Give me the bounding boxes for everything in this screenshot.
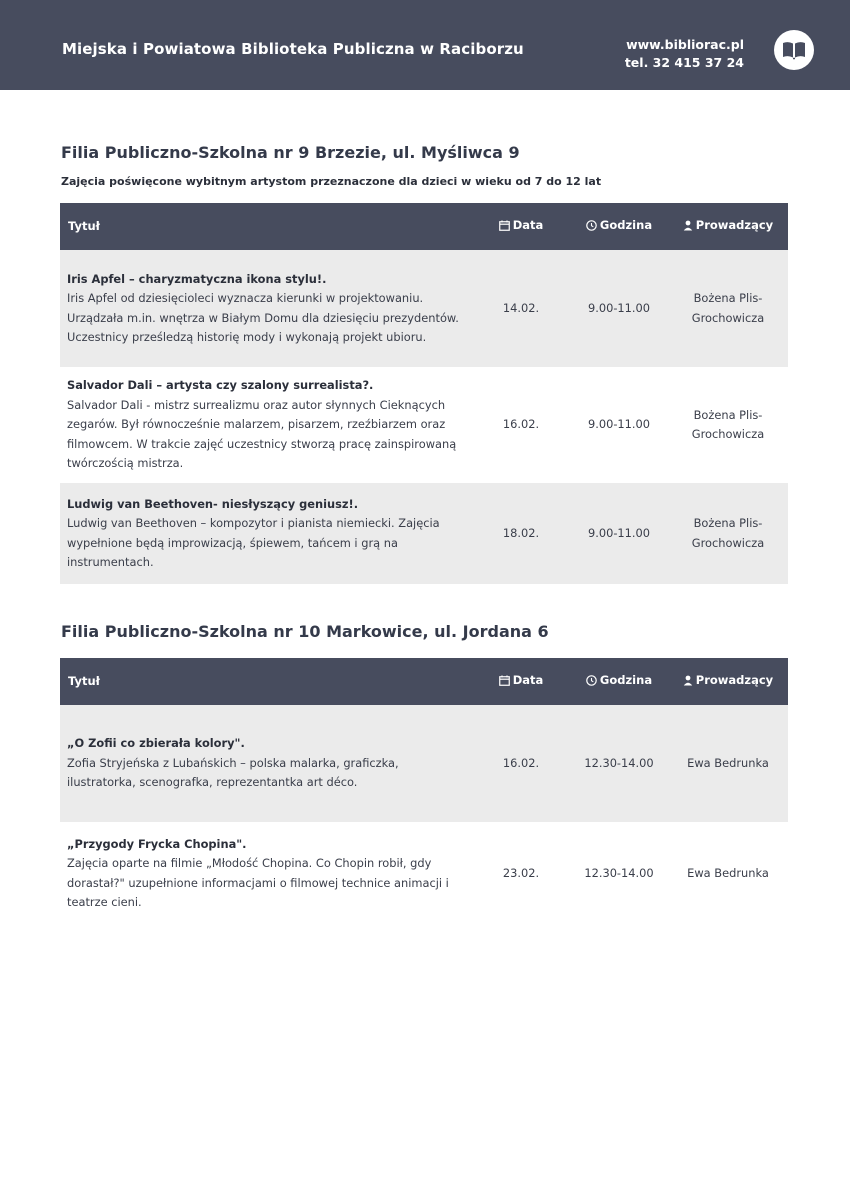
- section-2-title: Filia Publiczno-Szkolna nr 10 Markowice, ul. Jordana 6: [61, 622, 549, 641]
- event-description: Salvador Dali - mistrz surrealizmu oraz autor słynnych Cieknących zegarów. Był równocześnie malarzem, pisarzem, rzeźbiarzem oraz filmowcem. W trakcie zajęć uczestnicy stworzą pracę zainspirowaną twórczością mistrza.: [67, 397, 457, 471]
- person-icon: [683, 218, 693, 238]
- event-date: 14.02.: [472, 250, 570, 367]
- library-name: Miejska i Powiatowa Biblioteka Publiczna w Raciborzu: [62, 40, 524, 58]
- event-date: 23.02.: [502, 865, 540, 880]
- event-host: Ewa Bedrunka: [668, 705, 788, 822]
- event-host: Ewa Bedrunka: [687, 865, 769, 880]
- event-host: Bożena Plis-Grochowicza: [668, 483, 788, 584]
- event-title: Iris Apfel – charyzmatyczna ikona stylu!.: [67, 271, 327, 286]
- clock-icon: [586, 673, 597, 693]
- event-date: 18.02.: [472, 483, 570, 584]
- column-header-time: Godzina: [570, 203, 668, 250]
- calendar-icon: [499, 218, 510, 238]
- event-host: Bożena Plis-Grochowicza: [691, 407, 765, 441]
- table-row: [60, 250, 788, 367]
- page-header: [0, 0, 850, 90]
- column-header-title: Tytuł: [60, 203, 472, 250]
- column-header-host: Prowadzący: [668, 203, 788, 250]
- schedule-table-1: [60, 203, 788, 584]
- table-header-row: [60, 203, 788, 250]
- table-row: [60, 367, 788, 483]
- schedule-table-2: [60, 658, 788, 925]
- event-time: 12.30-14.00: [570, 705, 668, 822]
- event-time: 12.30-14.00: [584, 865, 654, 880]
- calendar-icon: [499, 673, 510, 693]
- event-date: 16.02.: [502, 417, 540, 432]
- section-1-title: Filia Publiczno-Szkolna nr 9 Brzezie, ul. Myśliwca 9: [61, 143, 520, 162]
- event-time: 9.00-11.00: [570, 483, 668, 584]
- event-description: Ludwig van Beethoven – kompozytor i pianista niemiecki. Zajęcia wypełnione będą improwizacją, śpiewem, tańcem i grą na instrumentach.: [67, 516, 440, 569]
- column-header-host: Prowadzący: [668, 658, 788, 705]
- website-link[interactable]: www.bibliorac.pl: [626, 37, 744, 52]
- event-title: Ludwig van Beethoven- niesłyszący geniusz!.: [67, 496, 359, 511]
- section-1-subtitle: Zajęcia poświęcone wybitnym artystom przeznaczone dla dzieci w wieku od 7 do 12 lat: [61, 175, 602, 188]
- event-description: Zofia Stryjeńska z Lubańskich – polska malarka, graficzka, ilustratorka, scenografka, reprezentantka art déco.: [67, 755, 399, 790]
- table-row: [60, 483, 788, 584]
- event-title: „Przygody Frycka Chopina".: [67, 836, 247, 851]
- table-row: [60, 822, 788, 925]
- column-header-date: Data: [472, 658, 570, 705]
- event-description: Zajęcia oparte na filmie „Młodość Chopina. Co Chopin robił, gdy dorastał?" uzupełnione informacjami o filmowej technice animacji i teatrze cieni.: [67, 856, 449, 909]
- contact-info: [625, 36, 744, 72]
- event-description: Iris Apfel od dziesięcioleci wyznacza kierunki w projektowaniu. Urządzała m.in. wnętrza w Białym Domu dla dziesięciu prezydentów. Uczestnicy prześledzą historię mody i wykonają projekt ubioru.: [67, 291, 459, 344]
- event-title: Salvador Dali – artysta czy szalony surrealista?.: [67, 378, 374, 393]
- clock-icon: [586, 218, 597, 238]
- column-header-date: Data: [472, 203, 570, 250]
- open-book-icon: [774, 30, 814, 70]
- table-row: [60, 705, 788, 822]
- table-header-row: [60, 658, 788, 705]
- event-host: Bożena Plis-Grochowicza: [668, 250, 788, 367]
- event-date: 16.02.: [472, 705, 570, 822]
- column-header-time: Godzina: [570, 658, 668, 705]
- event-title: „O Zofii co zbierała kolory".: [67, 736, 245, 751]
- phone-number: tel. 32 415 37 24: [624, 55, 744, 70]
- event-time: 9.00-11.00: [570, 250, 668, 367]
- column-header-title: Tytuł: [60, 658, 472, 705]
- person-icon: [683, 673, 693, 693]
- event-time: 9.00-11.00: [587, 417, 651, 432]
